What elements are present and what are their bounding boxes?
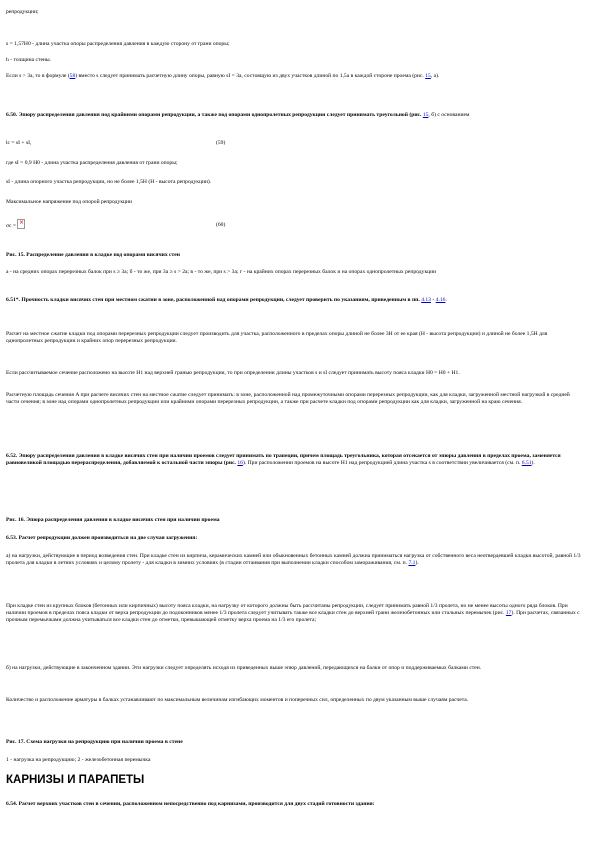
text-line: репродукции; xyxy=(6,9,39,15)
paragraph xyxy=(6,603,582,625)
formula-text: σc = xyxy=(6,223,17,229)
formula-number: (60) xyxy=(216,222,226,228)
section-heading: КАРНИЗЫ И ПАРАПЕТЫ xyxy=(6,774,145,786)
text-run: - xyxy=(430,297,436,303)
text-run: , а). xyxy=(430,73,440,79)
text-run: ). При расчетах, связанных с прочным перемычками должна учитываться все кладки стен до отметки, превышающей отметку верха проема на 1/3 его пролета; xyxy=(6,610,580,624)
clause-link[interactable]: 4.13 xyxy=(421,297,431,303)
text-run: ) вместо s следует принимать расчетную длину опоры, равную sI = 3a, состоящую из двух участков длиной по 1,5a в каждой стороне проема (рис. xyxy=(75,73,426,79)
text-run: 6.50. Эпюру распределения давления под крайними опорами репродукции, а также под опорами однопролетных репродукции следует принимать треугольной (рис. xyxy=(6,112,423,118)
text-run: ). xyxy=(415,560,419,567)
text-run: , б) с основанием xyxy=(428,112,470,118)
paragraph: 6.53. Расчет репродукции должен производиться на две случая загружения: xyxy=(6,535,198,541)
text-run: Если s > 3a, то в формуле ( xyxy=(6,73,70,79)
clause-link[interactable]: 4.16 xyxy=(435,297,446,303)
clause-link[interactable]: 6.51 xyxy=(521,460,532,467)
text-run: 6.54. Расчет верхних участков стен в сечении, расположенном непосредственно под карнизами, производится для двух стадий готовности здания: xyxy=(6,801,375,807)
figure-legend: 1 - нагрузка на репродукцию; 2 - железобетонная перемычка xyxy=(6,757,151,763)
text-run: При кладке стен из крупных блоков (бетонных или кирпичных) высоту пояса кладки, на нагрузку от которого должны быть рассчитаны репродукции, следует принимать равной 1/3 пролета, но не менее высоты одного ряда блоков. При наличии проемов в пределах пояса кладки от верха репродукции до подоконников менее 1/3 пролета следует учитывать также все кладки стен до верхней грани железобетонных или стальных перемычек (рис. xyxy=(6,603,568,617)
figure-link[interactable]: 15 xyxy=(422,112,429,118)
figure-caption: Рис. 17. Схема нагрузки на репродукцию при наличии проема в стене xyxy=(6,739,183,745)
paragraph xyxy=(6,297,582,304)
figure-legend: а - на средних опорах перерезных балок при s ≥ 3a; б - то же, при 3a ≥ s > 2a; в - то же, при s > 3a; г - на крайних опорах перерезных балок и на опорах однопролетных репродукции xyxy=(6,269,437,275)
figure-caption: Рис. 15. Распределение давления в кладке под опорами висячих стен xyxy=(6,252,180,258)
formula-number: (59) xyxy=(216,140,226,146)
paragraph: б) на нагрузки, действующие в законченном здании. Эти нагрузки следует определять исходя из приведенных выше эпюр давлений, передающихся на балки от опор и поддерживаемых балками стен. xyxy=(6,665,482,671)
paragraph: Количество и расположение арматуры в балках устанавливают по максимальным величинам изгибающих моментов и поперечных сил, определенных по двум указанным выше случаям расчета. xyxy=(6,697,469,703)
text-line: Максимальное напряжение под опорой репродукции xyxy=(6,199,133,205)
text-run: ). xyxy=(531,460,535,467)
definition-s: s = 1,57H0 - длина участка опоры распределения давления в каждую сторону от грани опоры; xyxy=(6,41,230,47)
paragraph xyxy=(6,73,582,80)
definition-s2: sI - длина опорного участка репродукции, но не более 1,5H (H - высота репродукции). xyxy=(6,179,212,185)
text-run: 6.52. Эпюру распределения давления в кладке висячих стен при наличии проемов следует принимать по трапеции, причем площадь треугольника, которая отсекается от эпюры давления в пределах проема, заменяется равновеликой площадью перераспределения, добавляемой к остальной части эпюры (рис. xyxy=(6,453,561,467)
formula-link[interactable]: 58 xyxy=(69,73,76,79)
formula-text: lc = sI + sI, xyxy=(6,140,32,146)
paragraph xyxy=(6,112,582,119)
figure-link[interactable]: 15 xyxy=(425,73,431,79)
text-run: ). При расположении проемов на высоте H1 над репродукцией длина участка s в соответствии увеличивается (см. п. xyxy=(242,460,522,467)
paragraph: Расчетную площадь сечения A при расчете висячих стен на местное сжатие следует принимать: в зоне, расположенной над промежуточными опорами перерезных репродукции, как для кладки, загруженной местной нагрузкой в средней части сечения; в зоне над опорами однопролетных репродукции или крайними опорами перерезных репродукции, а также при расчете кладки под опорами репродукции как для кладки, загруженной на краю сечения. xyxy=(6,392,570,406)
paragraph: Расчет на местное сжатие кладки под опорами перерезных репродукции следует производить для участка, расположенного в пределах опоры длиной не более 3H от ее края (H - высота репродукции) и длиной не более 1,5H для однопролетных репродукции и крайних опор перерезных репродукции. xyxy=(6,331,548,345)
paragraph xyxy=(6,801,582,808)
figure-link[interactable]: 17 xyxy=(505,610,512,617)
text-run: а) на нагрузки, действующие в период возведения стен. При кладке стен из кирпича, керамических камней или обыкновенных бетонных камней должна приниматься нагрузка от собственного веса неотвердевшей кладки высотой, равной 1/3 пролета для кладки в летних условиях и целому пролету - для кладки в зимних условиях (в стадии оттаивания при выполнении кладки способом замораживания, см. п. xyxy=(6,553,581,567)
text-run: 6.51*. Прочность кладки висячих стен при местном сжатии в зоне, расположенной над опорами репродукции, следует проверить по указаниям, приведенным в пп. xyxy=(6,297,422,303)
definition-h: h - толщина стены. xyxy=(6,57,52,63)
formula-60 xyxy=(6,219,582,230)
clause-link[interactable]: 7.1 xyxy=(408,560,416,567)
paragraph: Если рассчитываемое сечение расположено на высоте H1 над верхней гранью репродукции, то при определении длины участков s и sI следует принимать высоту пояса кладки H0 = H0 + H1. xyxy=(6,370,460,376)
formula-59 xyxy=(6,140,582,147)
figure-link[interactable]: 16 xyxy=(237,460,243,467)
definition-s1: где sI = 0,9 H0 - длина участка распределения давления от грани опоры; xyxy=(6,160,178,166)
figure-caption: Рис. 16. Эпюра распределения давления в кладке висячих стен при наличии проема xyxy=(6,517,220,523)
paragraph xyxy=(6,453,582,467)
broken-image-icon xyxy=(17,219,25,229)
paragraph xyxy=(6,553,582,567)
text-run: . xyxy=(445,297,447,303)
